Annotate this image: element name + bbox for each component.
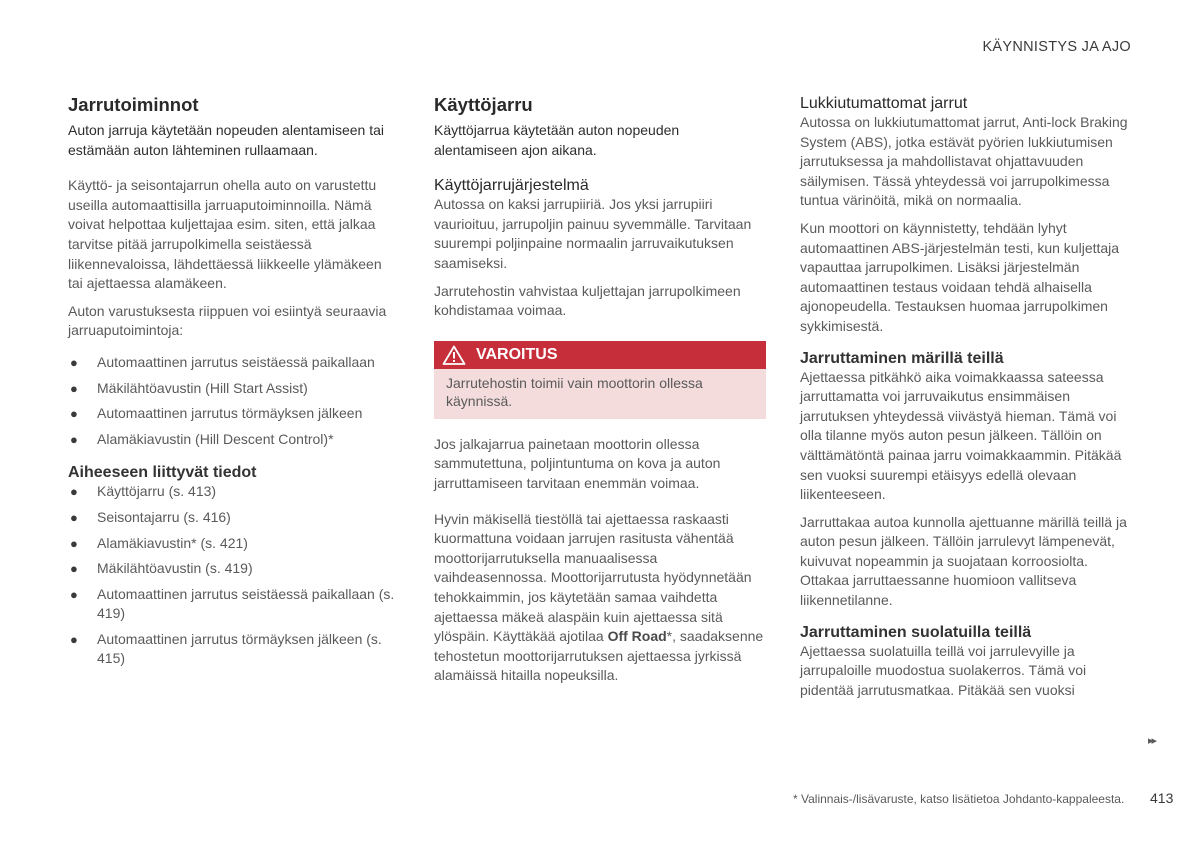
drive-mode-name: Off Road	[607, 628, 667, 645]
bullet-icon: ●	[70, 561, 78, 577]
paragraph: Ajettaessa pitkähkö aika voimakkaassa sateessa jarruttamatta voi jarruvaikutus ensimmäisen jarrutuksen yhteydessä viivästyä hieman. Tämä voi olla tilanne myös auton pesun jälkeen. Tällöin on välttämätöntä painaa jarru voimakkaammin. Pitäkää sen vuoksi suurempi etäisyys edellä olevaan liikenteeseen.	[800, 368, 1122, 503]
related-link[interactable]: ● Seisontajarru (s. 416)	[68, 508, 398, 528]
warning-text: Jarrutehostin toimii vain moottorin ollessa käynnissä.	[434, 369, 766, 419]
list-item: ● Alamäkiavustin (Hill Descent Control)*	[68, 430, 398, 450]
feature-list	[68, 353, 398, 449]
section-title: Käyttöjarru	[434, 94, 533, 115]
paragraph: Käyttö- ja seisontajarrun ohella auto on varustettu useilla automaattisilla jarruaputoiminnoilla. Nämä voivat helpottaa kuljettajaa esim. siten, että jalkaa tarvitse pitää jarrupolkimella seistäessä liikennevaloissa, lähdettäessä liikkeelle ylämäkeen tai ajettaessa alamäkeen.	[68, 177, 382, 292]
bullet-icon: ●	[70, 484, 78, 500]
subsection-title: Lukkiutumattomat jarrut	[800, 95, 968, 112]
warning-header	[434, 341, 766, 369]
related-link[interactable]: ● Käyttöjarru (s. 413)	[68, 482, 398, 502]
paragraph: Kun moottori on käynnistetty, tehdään lyhyt automaattinen ABS-järjestelmän testi, kun kuljettaja vapauttaa jarrupolkimen. Lisäksi järjestelmän automaattinen testaus voidaan tehdä alhaisella ajonopeudella. Testauksen huomaa jarrupolkimen sykkimisestä.	[800, 219, 1120, 334]
related-link[interactable]: ● Automaattinen jarrutus törmäyksen jälkeen (s. 415)	[70, 630, 382, 667]
column-service-brake	[434, 94, 766, 686]
paragraph: Jarruttakaa autoa kunnolla ajettuanne märillä teillä ja auton pesun jälkeen. Tällöin jarrulevyt lämpenevät, kuivuvat nopeammin ja suojataan korroosiolta. Ottakaa jarruttaessanne huomioon vallitseva liikennetilanne.	[800, 513, 1127, 609]
warning-box	[434, 341, 766, 419]
warning-title: VAROITUS	[476, 345, 558, 363]
section-title: Jarrutoiminnot	[68, 94, 199, 115]
related-link[interactable]: ● Mäkilähtöavustin (s. 419)	[68, 559, 398, 579]
bullet-icon: ●	[70, 535, 78, 551]
list-item: ● Mäkilähtöavustin (Hill Start Assist)	[68, 379, 398, 399]
paragraph: Jarrutehostin vahvistaa kuljettajan jarrupolkimeen kohdistamaa voimaa.	[434, 282, 741, 319]
bullet-icon: ●	[70, 354, 78, 370]
list-item: ● Automaattinen jarrutus seistäessä paikallaan	[68, 353, 398, 373]
bullet-icon: ●	[70, 631, 78, 647]
continue-arrow-icon: ▸▸	[1148, 735, 1156, 747]
paragraph: Ajettaessa suolatuilla teillä voi jarrulevyille ja jarrupaloille muodostua suolakerros. Tämä voi pidentää jarrutusmatkaa. Pitäkää sen vuoksi	[800, 642, 1087, 698]
bullet-icon: ●	[70, 406, 78, 422]
section-lead: Käyttöjarrua käytetään auton nopeuden alentamiseen ajon aikana.	[434, 122, 680, 158]
bullet-icon: ●	[70, 509, 78, 525]
paragraph: Hyvin mäkisellä tiestöllä tai ajettaessa raskaasti kuormattuna voidaan jarrujen rasitusta vähentää moottorijarrutuksella manuaalisessa vaihdeasennossa. Moottorijarrutusta hyödynnetään tehokkaimmin, jos käytetään samaa vaihdetta ajettaessa mäkeä alaspäin kuin ajettaessa sitä ylöspäin. Käyttäkää ajotilaa Off Road*, saadaksenne tehostetun moottorijarrutuksen ajettaessa jyrkissä alamäissä hitailla nopeuksilla.	[434, 510, 764, 684]
column-abs-and-conditions	[800, 94, 1132, 700]
bullet-icon: ●	[70, 431, 78, 447]
paragraph: Jos jalkajarrua painetaan moottorin ollessa sammutettuna, poljintuntuma on kova ja auton jarruttamiseen tarvitaan enemmän voimaa.	[434, 435, 721, 491]
page-number: 413	[1150, 790, 1174, 806]
subsection-title: Käyttöjarrujärjestelmä	[434, 177, 589, 195]
bullet-icon: ●	[70, 380, 78, 396]
related-info-title: Aiheeseen liittyvät tiedot	[68, 464, 257, 482]
subsection-title: Jarruttaminen suolatuilla teillä	[800, 623, 1032, 641]
section-lead: Auton jarruja käytetään nopeuden alentamiseen tai estämään auton lähteminen rullaamaan.	[68, 122, 384, 158]
related-links-list	[68, 482, 398, 669]
related-link[interactable]: ● Automaattinen jarrutus seistäessä paikallaan (s. 419)	[70, 585, 395, 622]
paragraph: Autossa on lukkiutumattomat jarrut, Anti-lock Braking System (ABS), jotka estävät pyörien lukkiutumisen jarrutuksessa ja mahdollistavat ohjattavuuden säilymisen. Tässä yhteydessä voi jarrupolkimessa tuntua värinöitä, mikä on normaalia.	[800, 114, 1128, 209]
paragraph: Autossa on kaksi jarrupiiriä. Jos yksi jarrupiiri vaurioituu, jarrupoljin painuu syvemmälle. Tarvitaan suurempi poljinpaine normaalin jarruvaikutuksen saamiseksi.	[434, 196, 752, 271]
bullet-icon: ●	[70, 586, 78, 602]
footnote: * Valinnais-/lisävaruste, katso lisätietoa Johdanto-kappaleesta.	[793, 792, 1125, 806]
paragraph: Auton varustuksesta riippuen voi esiintyä seuraavia jarruaputoimintoja:	[68, 302, 387, 339]
related-link[interactable]: ● Alamäkiavustin* (s. 421)	[68, 534, 398, 554]
column-braking-functions	[68, 94, 398, 675]
warning-triangle-icon	[442, 345, 466, 365]
subsection-title: Jarruttaminen märillä teillä	[800, 349, 1004, 367]
running-header: KÄYNNISTYS JA AJO	[982, 39, 1131, 55]
list-item: ● Automaattinen jarrutus törmäyksen jälkeen	[68, 404, 398, 424]
